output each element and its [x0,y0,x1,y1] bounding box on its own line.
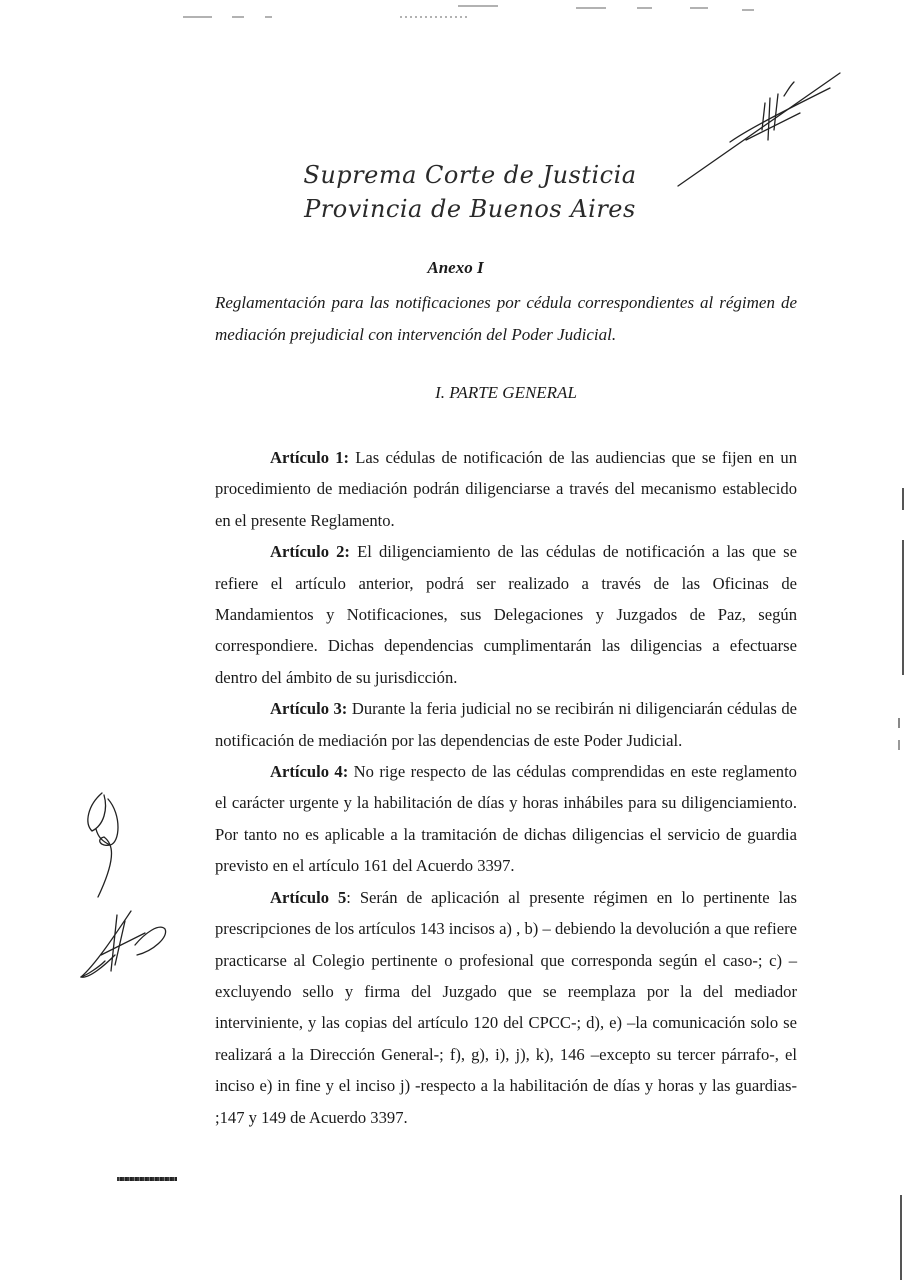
article-label: Artículo 3: [270,699,348,719]
scan-edge-mark [898,718,900,728]
article-text: Las cédulas de notificación de las audiencias que se fijen en un procedimiento de mediación podrán diligenciarse a través del mecanismo establecido en el presente Reglamento. [215,448,797,530]
scan-edge-mark [902,488,904,510]
section-heading: I. PARTE GENERAL [435,383,577,402]
scan-edge-mark [902,540,904,675]
article-label: Artículo 2: [270,542,350,562]
letterhead-line-1: Suprema Corte de Justicia [303,161,637,189]
scan-stamp-mark [117,1177,177,1181]
article-text: Durante la feria judicial no se recibirán ni diligenciarán cédulas de notificación de mediación por las dependencias de este Poder Judicial. [215,699,797,750]
article-label: Artículo 1: [270,448,350,467]
article-text: : Serán de aplicación al presente régimen en lo pertinente las prescripciones de los artículos 143 incisos a) , b) – debiendo la devolución a que refiere practicarse al Colegio pertinente o profesional que corresponda según el caso-; c) –excluyendo sello y firma del Juzgado que se reemplaza por la del mediador interviniente, y las copias del artículo 120 del CPCC-; d), e) –la comunicación solo se realizará a la Dirección General-; f), g), i), j), k), 146 –excepto su tercer párrafo-, el inciso e) in fine y el inciso j) -respecto a la habilitación de días y horas y las guardias- ;147 y 149 de Acuerdo 3397. [215,887,797,1127]
article-text: No rige respecto de las cédulas comprendidas en este reglamento el carácter urgente y la habilitación de días y horas inhábiles para su diligenciamiento. Por tanto no es aplicable a la tramitación de dichas diligencias el servicio de guardia previsto en el artículo 161 del Acuerdo 3397. [215,762,797,876]
document-body [215,442,797,1133]
signature-top-right [670,68,850,188]
scan-marks-top [0,0,911,20]
article-label: Artículo 4: [270,762,349,782]
margin-initials-upper [78,785,138,900]
letterhead-line-2: Provincia de Buenos Aires [304,195,636,223]
article-1 [215,442,797,536]
margin-initials-lower [75,905,175,985]
scan-edge-mark [898,740,900,750]
article-5 [215,882,797,1133]
scan-edge-mark [900,1195,902,1280]
article-2 [215,536,797,693]
document-subtitle: Reglamentación para las notificaciones por cédula correspondientes al régimen de mediación prejudicial con intervención del Poder Judicial. [215,293,797,344]
article-3 [215,693,797,756]
annex-title: Anexo I [427,258,484,277]
article-label: Artículo 5 [270,887,347,907]
letterhead [290,158,650,226]
article-4 [215,756,797,882]
article-text: El diligenciamiento de las cédulas de notificación a las que se refiere el artículo anterior, podrá ser realizado a través de las Oficinas de Mandamientos y Notificaciones, sus Delegaciones y Juzgados de Paz, según correspondiere. Dichas dependencias cumplimentarán las diligencias a efectuarse dentro del ámbito de su jurisdicción. [215,542,797,687]
